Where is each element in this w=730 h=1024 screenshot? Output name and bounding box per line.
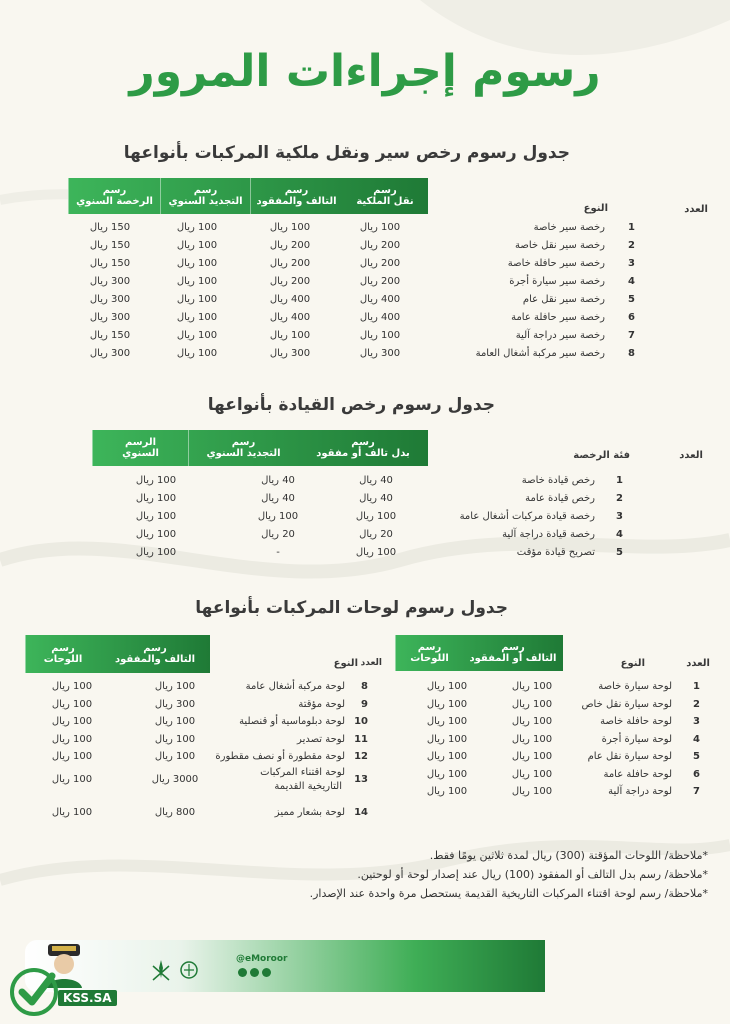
- damaged-lost-fee: 100 ريال: [176, 330, 218, 341]
- row-num: 13: [354, 773, 368, 785]
- row-num: 6: [628, 312, 635, 323]
- annual-fee: 100 ريال: [355, 511, 397, 522]
- row-num: 1: [628, 222, 635, 233]
- row-num: 9: [361, 698, 368, 710]
- annual-renewal-fee: 400 ريال: [269, 312, 311, 323]
- plates-title: جدول رسوم لوحات المركبات بأنواعها: [195, 598, 508, 618]
- header-damaged-and-lost: رسم التالف والمفقود: [114, 642, 196, 665]
- ownership-transfer-fee: 150 ريال: [89, 258, 131, 269]
- plate-fee: 100 ريال: [511, 768, 553, 780]
- license-type: رخصة سير دراجة آلية: [515, 330, 605, 341]
- plate-type: لوحة حافلة خاصة: [600, 716, 672, 727]
- damaged-lost-fee: 100 ريال: [176, 276, 218, 287]
- license-type: رخصة سير سيارة أجرة: [509, 276, 605, 287]
- header-damaged-or-lost: رسم التالف أو المفقود: [469, 641, 557, 664]
- note-line: *ملاحظة/ رسم بدل التالف أو المفقود (100) ريال عند إصدار لوحة أو لوحتين.: [357, 868, 708, 881]
- plate-fee: 100 ريال: [154, 733, 196, 745]
- damaged-lost-fee: 100 ريال: [51, 698, 93, 710]
- row-num: 5: [628, 294, 635, 305]
- table-row: [0, 766, 730, 796]
- page-title: رسوم إجراءات المرور: [129, 46, 601, 97]
- ownership-transfer-fee: 150 ريال: [89, 330, 131, 341]
- saudi-emblem-icon: [150, 958, 172, 984]
- header-plates-fee: رسم اللوحات: [25, 635, 100, 673]
- annual-renewal-fee: 200 ريال: [269, 258, 311, 269]
- plate-fee: 100 ريال: [154, 751, 196, 762]
- col-type-header: النوع: [333, 658, 358, 669]
- row-num: 1: [693, 681, 700, 692]
- damaged-lost-fee: 100 ريال: [176, 258, 218, 269]
- row-num: 12: [354, 751, 368, 762]
- row-num: 6: [693, 768, 700, 780]
- table-row: [0, 273, 730, 290]
- note-line: *ملاحظة/ رسم لوحة اقتناء المركبات التاريخية القديمة يستحصل مرة واحدة عند الإصدار.: [309, 887, 708, 900]
- social-icons: [238, 968, 271, 977]
- damaged-lost-fee: 100 ريال: [135, 529, 177, 540]
- col-type-header: النوع: [583, 203, 608, 214]
- row-num: 2: [616, 493, 623, 504]
- plate-type: لوحة دراجة آلية: [608, 786, 672, 797]
- header-damaged-lost-replacement: رسم بدل تالف أو مفقود: [316, 436, 410, 459]
- annual-fee: 40 ريال: [359, 493, 393, 504]
- damaged-lost-fee: 100 ريال: [135, 511, 177, 522]
- damaged-lost-fee: 100 ريال: [176, 312, 218, 323]
- header-ownership-transfer: رسم نقل الملكية: [356, 184, 414, 207]
- annual-renewal-fee: 100 ريال: [269, 222, 311, 233]
- youtube-icon[interactable]: [238, 968, 247, 977]
- damaged-lost-fee: 100 ريال: [426, 698, 468, 710]
- header-annual-renewal: رسم التجديد السنوي: [160, 178, 250, 214]
- plate-type: لوحة مؤقتة: [298, 698, 345, 710]
- plate-fee: 100 ريال: [154, 716, 196, 727]
- plate-fee: 100 ريال: [511, 786, 553, 797]
- damaged-lost-fee: 100 ريال: [135, 547, 177, 558]
- annual-license-fee: 200 ريال: [359, 240, 401, 251]
- damaged-lost-fee: 100 ريال: [426, 751, 468, 762]
- plates-left-header: [25, 635, 210, 673]
- note-line: *ملاحظة/ اللوحات المؤقتة (300) ريال لمدة ثلاثين يومًا فقط.: [429, 849, 708, 862]
- license-type: رخصة سير حافلة خاصة: [507, 258, 605, 269]
- plate-type: لوحة دبلوماسية أو قنصلية: [239, 716, 345, 727]
- license-type: رخصة سير حافلة عامة: [511, 312, 605, 323]
- damaged-lost-fee: 100 ريال: [426, 733, 468, 745]
- annual-renewal-fee: 200 ريال: [269, 240, 311, 251]
- table-row: [0, 731, 730, 748]
- row-num: 2: [693, 698, 700, 710]
- license-class: رخص قيادة عامة: [525, 493, 595, 504]
- annual-license-fee: 400 ريال: [359, 294, 401, 305]
- table-row: [0, 696, 730, 713]
- license-type: رخصة سير خاصة: [533, 222, 605, 233]
- table-row: [0, 219, 730, 236]
- annual-renewal-fee: 100 ريال: [269, 330, 311, 341]
- plate-type: لوحة سيارة خاصة: [598, 681, 672, 692]
- plate-type: لوحة اقتناء المركبات: [260, 766, 345, 778]
- table-row: [0, 508, 730, 525]
- table-row: [0, 490, 730, 507]
- table-row: [0, 748, 730, 765]
- annual-renewal-fee: 40 ريال: [261, 475, 295, 486]
- damaged-lost-fee: 100 ريال: [51, 773, 93, 785]
- plate-type: لوحة مقطورة أو نصف مقطورة: [215, 751, 345, 762]
- driving-license-header: [92, 430, 428, 466]
- license-class: تصريح قيادة مؤقت: [516, 547, 595, 558]
- license-class: رخصة قيادة مركبات أشغال عامة: [459, 511, 595, 522]
- plate-type: لوحة تصدير: [297, 733, 345, 745]
- license-class: رخص قيادة خاصة: [521, 475, 595, 486]
- annual-fee: 100 ريال: [355, 547, 397, 558]
- plate-fee: 800 ريال: [154, 806, 196, 818]
- plate-type: لوحة مركبة أشغال عامة: [245, 681, 345, 692]
- license-type: رخصة سير نقل خاصة: [515, 240, 605, 251]
- row-num: 7: [693, 786, 700, 797]
- table-row: [0, 472, 730, 489]
- plate-type: لوحة سيارة نقل خاص: [581, 698, 672, 710]
- vehicle-license-header: [68, 178, 428, 214]
- damaged-lost-fee: 100 ريال: [51, 681, 93, 692]
- plate-fee: 100 ريال: [511, 681, 553, 692]
- row-num: 3: [628, 258, 635, 269]
- col-type-header: النوع: [620, 658, 645, 669]
- table-row: [0, 291, 730, 308]
- annual-renewal-fee: -: [276, 547, 280, 558]
- table-row: [0, 255, 730, 272]
- annual-fee: 40 ريال: [359, 475, 393, 486]
- table-row: [0, 327, 730, 344]
- annual-renewal-fee: 300 ريال: [269, 348, 311, 359]
- row-num: 8: [628, 348, 635, 359]
- plate-type: لوحة سيارة نقل عام: [587, 751, 672, 762]
- annual-renewal-fee: 200 ريال: [269, 276, 311, 287]
- annual-license-fee: 300 ريال: [359, 348, 401, 359]
- instagram-icon[interactable]: [250, 968, 259, 977]
- license-type: رخصة سير مركبة أشغال العامة: [475, 348, 605, 359]
- kss-badge: KSS.SA: [58, 990, 117, 1006]
- damaged-lost-fee: 100 ريال: [176, 348, 218, 359]
- damaged-lost-fee: 100 ريال: [51, 751, 93, 762]
- col-num-header-left: العدد: [360, 658, 382, 668]
- row-num: 8: [361, 681, 368, 692]
- ownership-transfer-fee: 300 ريال: [89, 294, 131, 305]
- row-num: 4: [616, 529, 623, 540]
- col-license-class-header: فئة الرخصة: [573, 450, 630, 461]
- vehicle-license-title: جدول رسوم رخص سير ونقل ملكية المركبات بأنواعها: [123, 143, 570, 163]
- plate-fee: 100 ريال: [511, 716, 553, 727]
- damaged-lost-fee: 100 ريال: [176, 222, 218, 233]
- row-num: 3: [616, 511, 623, 522]
- row-num: 4: [693, 733, 700, 745]
- row-num: 4: [628, 276, 635, 287]
- twitter-handle: @eMoroor: [236, 954, 288, 964]
- damaged-lost-fee: 100 ريال: [51, 716, 93, 727]
- plates-right-header: [395, 635, 563, 671]
- col-num-header: العدد: [686, 658, 710, 669]
- plate-fee: 300 ريال: [154, 698, 196, 710]
- plate-type: لوحة سيارة أجرة: [601, 733, 672, 745]
- row-num: 14: [354, 806, 368, 818]
- plate-fee: 100 ريال: [511, 751, 553, 762]
- header-annual-renewal: رسم التجديد السنوي: [188, 430, 298, 466]
- header-annual-license: رسم الرخصة السنوي: [68, 178, 160, 214]
- damaged-lost-fee: 100 ريال: [426, 786, 468, 797]
- damaged-lost-fee: 100 ريال: [426, 716, 468, 727]
- ministry-emblem-icon: [178, 958, 200, 984]
- plate-fee: 100 ريال: [511, 698, 553, 710]
- row-num: 11: [354, 733, 368, 745]
- license-type: رخصة سير نقل عام: [522, 294, 605, 305]
- header-annual-fee: الرسم السنوي: [92, 430, 188, 466]
- annual-license-fee: 200 ريال: [359, 258, 401, 269]
- table-row: [0, 678, 730, 695]
- license-class: رخصة قيادة دراجة آلية: [502, 529, 595, 540]
- table-row: [0, 237, 730, 254]
- annual-license-fee: 200 ريال: [359, 276, 401, 287]
- damaged-lost-fee: 100 ريال: [135, 493, 177, 504]
- ownership-transfer-fee: 300 ريال: [89, 348, 131, 359]
- plate-fee: 3000 ريال: [151, 773, 199, 785]
- damaged-lost-fee: 100 ريال: [426, 768, 468, 780]
- table-row: [0, 526, 730, 543]
- damaged-lost-fee: 100 ريال: [51, 806, 93, 818]
- table-row: [0, 345, 730, 362]
- row-num: 5: [616, 547, 623, 558]
- twitter-icon[interactable]: [262, 968, 271, 977]
- plate-type-line2: التاريخية القديمة: [274, 780, 342, 792]
- damaged-lost-fee: 100 ريال: [176, 294, 218, 305]
- damaged-lost-fee: 100 ريال: [176, 240, 218, 251]
- table-row: [0, 713, 730, 730]
- plate-fee: 100 ريال: [154, 681, 196, 692]
- row-num: 7: [628, 330, 635, 341]
- header-plates-fee: رسم اللوحات: [395, 635, 463, 671]
- ownership-transfer-fee: 150 ريال: [89, 222, 131, 233]
- annual-renewal-fee: 40 ريال: [261, 493, 295, 504]
- damaged-lost-fee: 100 ريال: [51, 733, 93, 745]
- annual-license-fee: 400 ريال: [359, 312, 401, 323]
- ownership-transfer-fee: 150 ريال: [89, 240, 131, 251]
- plate-type: لوحة حافلة عامة: [603, 768, 672, 780]
- col-num-header: العدد: [679, 450, 703, 461]
- annual-renewal-fee: 100 ريال: [257, 511, 299, 522]
- row-num: 5: [693, 751, 700, 762]
- driving-license-title: جدول رسوم رخص القيادة بأنواعها: [207, 395, 495, 415]
- plate-fee: 100 ريال: [511, 733, 553, 745]
- table-row: [0, 544, 730, 561]
- damaged-lost-fee: 100 ريال: [135, 475, 177, 486]
- row-num: 10: [354, 716, 368, 727]
- annual-renewal-fee: 20 ريال: [261, 529, 295, 540]
- annual-license-fee: 100 ريال: [359, 330, 401, 341]
- ownership-transfer-fee: 300 ريال: [89, 312, 131, 323]
- ownership-transfer-fee: 300 ريال: [89, 276, 131, 287]
- annual-fee: 20 ريال: [359, 529, 393, 540]
- damaged-lost-fee: 100 ريال: [426, 681, 468, 692]
- col-num-header: العدد: [684, 204, 708, 215]
- notes: [188, 846, 708, 903]
- annual-license-fee: 100 ريال: [359, 222, 401, 233]
- table-row: [0, 309, 730, 326]
- row-num: 1: [616, 475, 623, 486]
- header-damaged-lost: رسم التالف والمفقود: [250, 178, 342, 214]
- row-num: 2: [628, 240, 635, 251]
- annual-renewal-fee: 400 ريال: [269, 294, 311, 305]
- row-num: 3: [693, 716, 700, 727]
- table-row: [0, 804, 730, 821]
- plate-type: لوحة بشعار مميز: [274, 806, 345, 818]
